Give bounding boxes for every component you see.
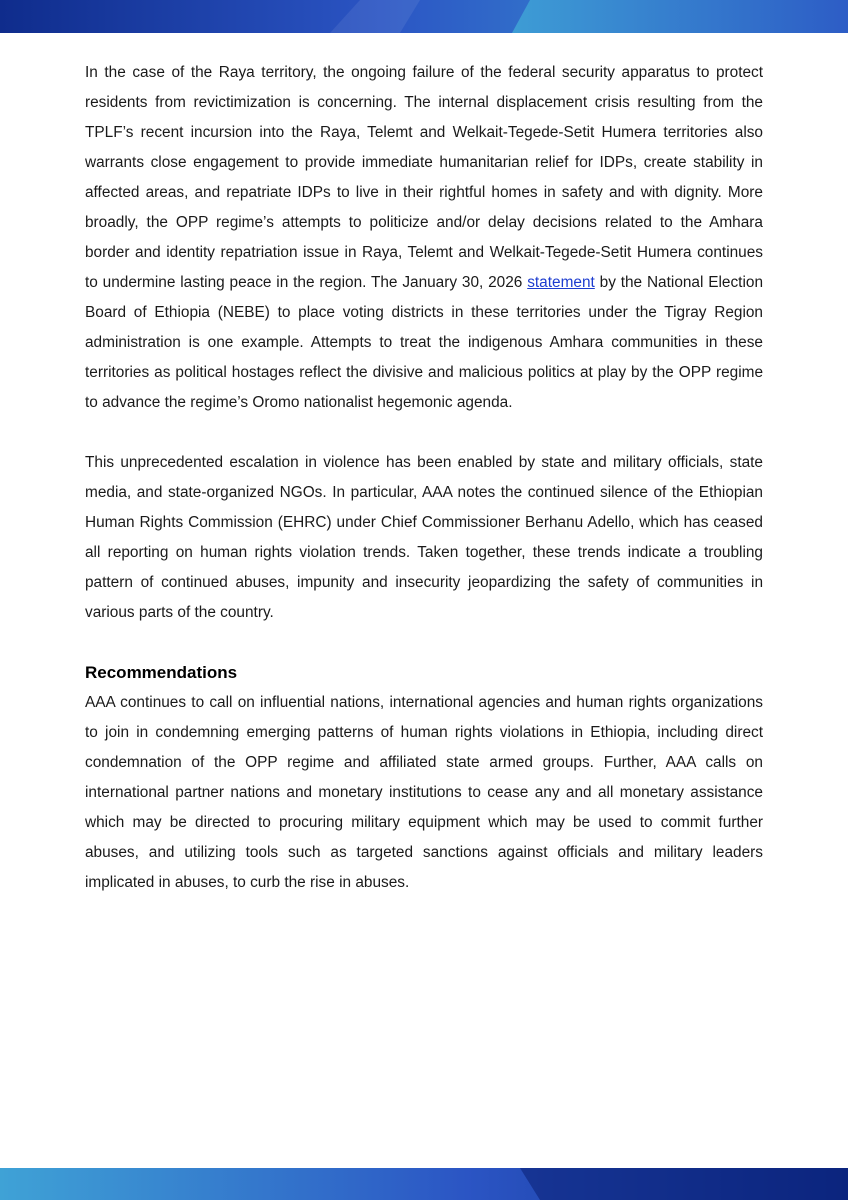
document-body xyxy=(85,58,763,898)
paragraph-escalation: This unprecedented escalation in violence has been enabled by state and military officials, state media, and state-organized NGOs. In particular, AAA notes the continued silence of the Ethiopian Human Rights Commission (EHRC) under Chief Commissioner Berhanu Adello, which has ceased all reporting on human rights violation trends. Taken together, these trends indicate a troubling pattern of continued abuses, impunity and insecurity jeopardizing the safety of communities in various parts of the country. xyxy=(85,454,763,621)
statement-link[interactable]: statement xyxy=(527,274,595,291)
header-band xyxy=(0,0,848,33)
header-band-graphic xyxy=(0,0,848,33)
footer-band xyxy=(0,1168,848,1200)
paragraph-raya-text-2: by the National Election Board of Ethiopia (NEBE) to place voting districts in these territories under the Tigray Region administration is one example. Attempts to treat the indigenous Amhara communities in these territories as political hostages reflect the divisive and malicious politics at play by the OPP regime to advance the regime’s Oromo nationalist hegemonic agenda. xyxy=(85,274,763,411)
paragraph-raya xyxy=(85,58,763,418)
paragraph-recommendations: AAA continues to call on influential nations, international agencies and human rights organizations to join in condemning emerging patterns of human rights violations in Ethiopia, including direct condemnation of the OPP regime and affiliated state armed groups. Further, AAA calls on international partner nations and monetary institutions to cease any and all monetary assistance which may be directed to procuring military equipment which may be used to commit further abuses, and utilizing tools such as targeted sanctions against officials and military leaders implicated in abuses, to curb the rise in abuses. xyxy=(85,694,763,891)
paragraph-raya-text-1: In the case of the Raya territory, the ongoing failure of the federal security apparatus to protect residents from revictimization is concerning. The internal displacement crisis resulting from the TPLF’s recent incursion into the Raya, Telemt and Welkait-Tegede-Setit Humera territories also warrants close engagement to provide immediate humanitarian relief for IDPs, create stability in affected areas, and repatriate IDPs to live in their rightful homes in safety and with dignity. More broadly, the OPP regime’s attempts to politicize and/or delay decisions related to the Amhara border and identity repatriation issue in Raya, Telemt and Welkait-Tegede-Setit Humera continues to undermine lasting peace in the region. The January 30, 2026 xyxy=(85,64,763,291)
footer-band-graphic xyxy=(0,1168,848,1200)
recommendations-heading: Recommendations xyxy=(85,663,238,682)
